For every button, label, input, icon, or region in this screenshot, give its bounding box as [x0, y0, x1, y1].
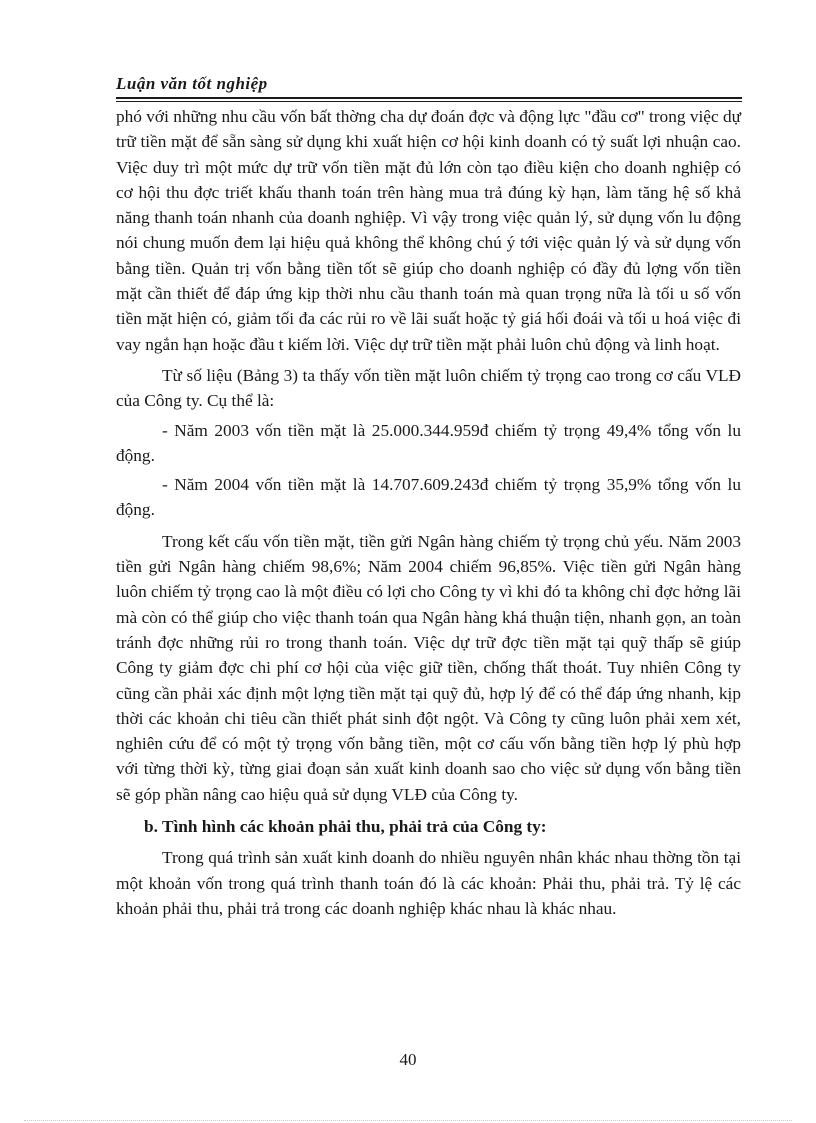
- section-heading-receivables: b. Tình hình các khoản phải thu, phải trả của Công ty:: [144, 817, 547, 837]
- paragraph-table3-intro: Từ số liệu (Bảng 3) ta thấy vốn tiền mặt luôn chiếm tỷ trọng cao trong cơ cấu VLĐ của Công ty. Cụ thể là:: [116, 365, 741, 411]
- bullet-2004: - Năm 2004 vốn tiền mặt là 14.707.609.243đ chiếm tỷ trọng 35,9% tổng vốn lu động.: [116, 475, 741, 520]
- paragraph-bank-deposits: Trong kết cấu vốn tiền mặt, tiền gửi Ngân hàng chiếm tỷ trọng chủ yếu. Năm 2003 tiền gửi Ngân hàng chiếm 98,6%; Năm 2004 chiếm 96,85%. Việc tiền gửi Ngân hàng luôn chiếm tỷ trọng cao là một điều có lợi cho Công ty vì khi đó ta không chỉ đợc hởng lãi mà còn có thể giúp cho việc thanh toán qua Ngân hàng khá thuận tiện, nhanh gọn, an toàn tránh đợc những rủi ro trong thanh toán. Việc dự trữ đợc tiền mặt tại quỹ thấp sẽ giúp Công ty giảm đợc chi phí cơ hội của việc giữ tiền, chống thất thoát. Tuy nhiên Công ty cũng cần phải xác định một lợng tiền mặt tại quỹ đủ, hợp lý để có thể đáp ứng nhanh, kịp thời các khoản chi tiêu cần thiết phát sinh đột ngột. Và Công ty cũng luôn phải xem xét, nghiên cứu để có một tỷ trọng vốn bằng tiền, một cơ cấu vốn bằng tiền hợp lý phù hợp với từng thời kỳ, từng giai đoạn sản xuất kinh doanh sao cho việc sử dụng vốn bằng tiền sẽ góp phần nâng cao hiệu quả sử dụng VLĐ của Công ty.: [116, 531, 741, 804]
- header-rule-thin: [116, 101, 742, 102]
- footer-divider: [24, 1120, 792, 1121]
- page-number: 40: [399, 1050, 417, 1069]
- running-header: Luận văn tốt nghiệp: [116, 74, 268, 93]
- bullet-2003: - Năm 2003 vốn tiền mặt là 25.000.344.959đ chiếm tỷ trọng 49,4% tổng vốn lu động.: [116, 420, 741, 465]
- paragraph-cash-reserve: phó với những nhu cầu vốn bất thờng cha dự đoán đợc và động lực "đầu cơ" trong việc dự trữ tiền mặt để sẵn sàng sử dụng khi xuất hiện cơ hội kinh doanh có tỷ suất lợi nhuận cao. Việc duy trì một mức dự trữ vốn tiền mặt đủ lớn còn tạo điều kiện cho doanh nghiệp có cơ hội thu đợc triết khấu thanh toán trên hàng mua trả đúng kỳ hạn, làm tăng hệ số khả năng thanh toán nhanh của doanh nghiệp. Vì vậy trong việc quản lý, sử dụng vốn lu động nói chung muốn đem lại hiệu quả không thể không chú ý tới việc quản lý và sử dụng vốn bằng tiền. Quản trị vốn bằng tiền tốt sẽ giúp cho doanh nghiệp có đầy đủ lợng vốn tiền mặt cần thiết để đáp ứng kịp thời nhu cầu thanh toán mà quan trọng nữa là tối u số vốn tiền mặt hiện có, giảm tối đa các rủi ro về lãi suất hoặc tỷ giá hối đoái và tối u hoá việc đi vay ngắn hạn hoặc đầu t kiếm lời. Việc dự trữ tiền mặt phải luôn chủ động và linh hoạt.: [116, 107, 741, 354]
- header-rule-thick: [116, 97, 742, 99]
- page-body: [116, 104, 741, 921]
- paragraph-receivables: Trong quá trình sản xuất kinh doanh do nhiều nguyên nhân khác nhau thờng tồn tại một khoản vốn trong quá trình thanh toán đó là các khoản: Phải thu, phải trả. Tỷ lệ các khoản phải thu, phải trả trong các doanh nghiệp khác nhau là khác nhau.: [116, 848, 741, 918]
